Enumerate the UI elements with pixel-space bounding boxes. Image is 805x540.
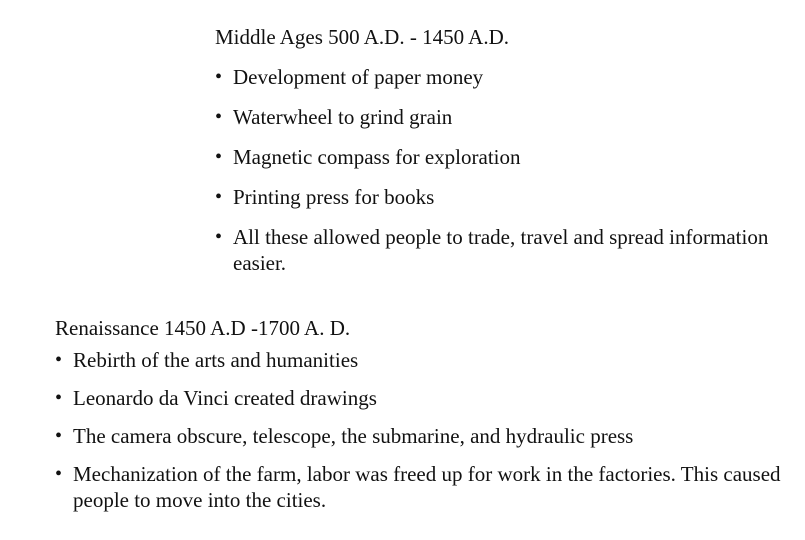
list-item-text: Printing press for books — [233, 185, 435, 209]
bullet-icon: • — [215, 226, 223, 248]
list-item-text: Mechanization of the farm, labor was freed up for work in the factories. This caused people to move into the cities. — [73, 462, 781, 512]
bullet-icon: • — [55, 463, 63, 485]
list-item-text: Rebirth of the arts and humanities — [73, 348, 359, 372]
renaissance-heading: Renaissance 1450 A.D -1700 A. D. — [55, 316, 351, 340]
renaissance-list — [55, 347, 795, 513]
middle-ages-list — [215, 64, 790, 276]
list-item — [215, 144, 790, 170]
middle-ages-section — [215, 22, 790, 276]
bullet-icon: • — [55, 425, 63, 447]
list-item-text: Leonardo da Vinci created drawings — [73, 386, 377, 410]
list-item-text: All these allowed people to trade, travel and spread information easier. — [233, 225, 769, 275]
bullet-icon: • — [215, 106, 223, 128]
bullet-icon: • — [215, 146, 223, 168]
bullet-icon: • — [55, 387, 63, 409]
middle-ages-heading: Middle Ages 500 A.D. - 1450 A.D. — [215, 25, 509, 49]
bullet-icon: • — [215, 186, 223, 208]
list-item — [215, 184, 790, 210]
list-item — [215, 64, 790, 90]
bullet-icon: • — [55, 349, 63, 371]
list-item — [55, 461, 795, 513]
list-item-text: The camera obscure, telescope, the submarine, and hydraulic press — [73, 424, 634, 448]
list-item — [215, 224, 790, 276]
list-item — [55, 347, 795, 373]
list-item — [215, 104, 790, 130]
list-item-text: Magnetic compass for exploration — [233, 145, 521, 169]
list-item — [55, 385, 795, 411]
list-item-text: Waterwheel to grind grain — [233, 105, 453, 129]
bullet-icon: • — [215, 66, 223, 88]
list-item-text: Development of paper money — [233, 65, 484, 89]
renaissance-section — [55, 313, 795, 513]
list-item — [55, 423, 795, 449]
